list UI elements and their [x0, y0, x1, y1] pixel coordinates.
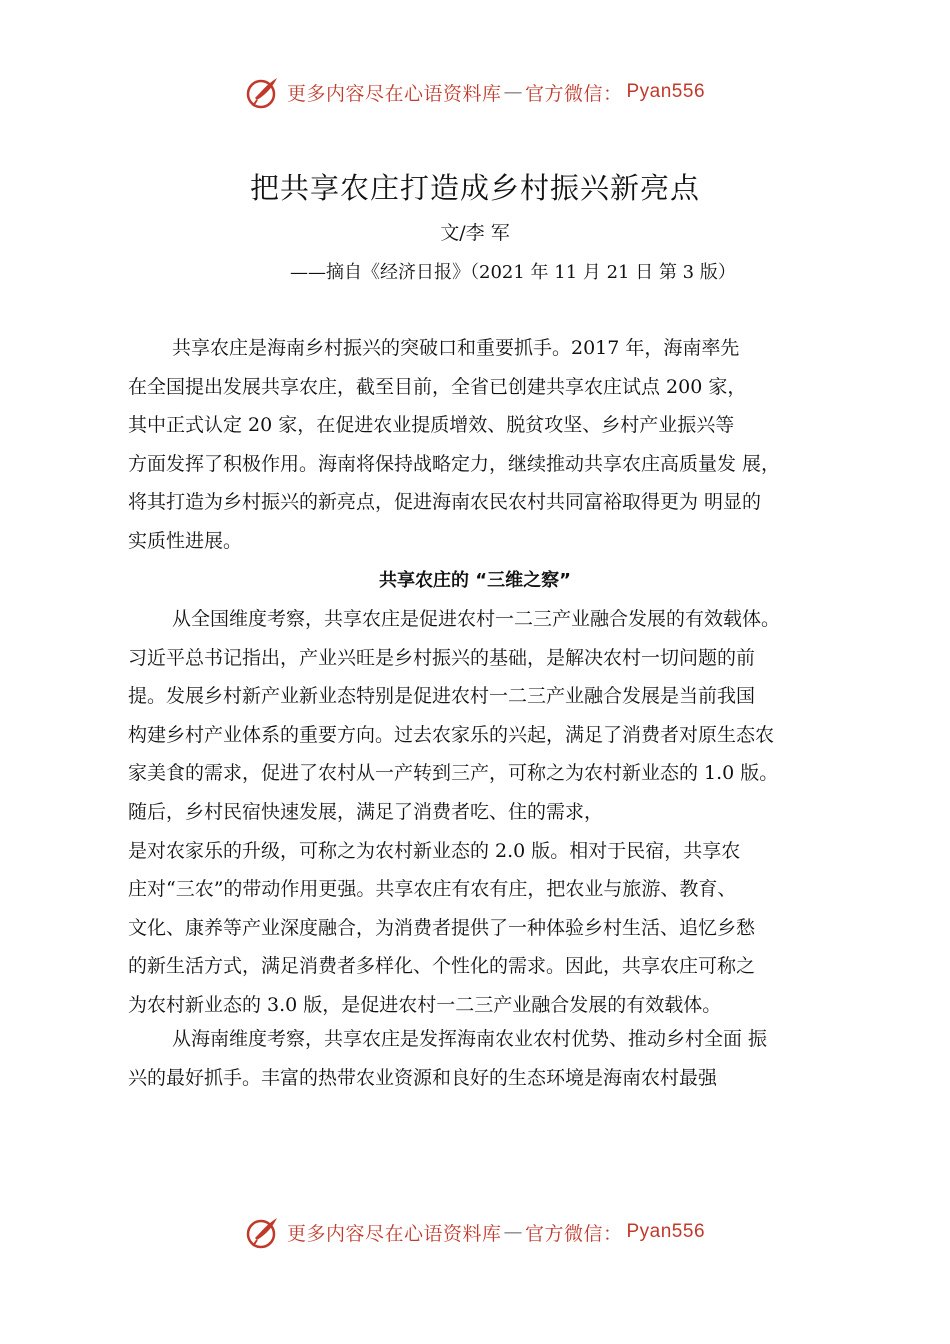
- watermark-text: 更多内容尽在心语资料库: [286, 82, 502, 105]
- section-heading: 共享农庄的 “三维之察”: [379, 570, 571, 591]
- text-line: 构建乡村产业体系的重要方向。过去农家乐的兴起，满足了消费者对原生态农: [128, 723, 775, 746]
- text-line: 提。发展乡村新产业新业态特别是促进农村一二三产业融合发展是当前我国: [128, 685, 756, 708]
- quill-logo-icon: [245, 74, 281, 110]
- text-line: 兴的最好抓手。丰富的热带农业资源和良好的生态环境是海南农村最强: [128, 1066, 718, 1089]
- paragraph-hainan: [128, 1020, 848, 1097]
- text-line: 庄对“三农”的带动作用更强。共享农庄有农有庄，把农业与旅游、教育、: [128, 878, 737, 901]
- source-line: ——摘自《经济日报》（2021 年 11 月 21 日 第 3 版）: [290, 262, 736, 283]
- watermark-separator: —: [503, 81, 523, 103]
- text-line: 共享农庄是海南乡村振兴的突破口和重要抓手。2017 年，海南率先: [172, 337, 740, 359]
- text-line: 文化、康养等产业深度融合，为消费者提供了一种体验乡村生活、追忆乡愁: [128, 916, 756, 939]
- paragraph-intro: [128, 329, 848, 561]
- text-line: 是对农家乐的升级，可称之为农村新业态的 2.0 版。相对于民宿，共享农: [128, 839, 741, 862]
- text-line: 为农村新业态的 3.0 版，是促进农村一二三产业融合发展的有效载体。: [128, 993, 722, 1016]
- text-line: 家美食的需求，促进了农村从一产转到三产，可称之为农村新业态的 1.0 版。: [128, 762, 779, 785]
- watermark-id: Pyan556: [626, 1221, 706, 1242]
- text-line: 从全国维度考察，共享农庄是促进农村一二三产业融合发展的有效载体。: [172, 608, 781, 630]
- watermark-header: [0, 72, 950, 112]
- text-line: 的新生活方式，满足消费者多样化、个性化的需求。因此，共享农庄可称之: [128, 955, 756, 978]
- author-line: 文/李 军: [440, 222, 510, 244]
- text-line: 将其打造为乡村振兴的新亮点，促进海南农民农村共同富裕取得更为 明显的: [128, 491, 762, 514]
- quill-logo-icon: [245, 1214, 281, 1250]
- text-line: 习近平总书记指出，产业兴旺是乡村振兴的基础，是解决农村一切问题的前: [128, 646, 756, 669]
- watermark-id: Pyan556: [626, 81, 706, 102]
- watermark-separator: —: [503, 1221, 523, 1243]
- paragraph-national: [128, 600, 848, 1025]
- text-line: 方面发挥了积极作用。海南将保持战略定力，继续推动共享农庄高质量发 展，: [128, 452, 781, 475]
- text-line: 实质性进展。: [128, 529, 243, 552]
- watermark-channel: 官方微信：: [524, 82, 623, 105]
- text-line: 在全国提出发展共享农庄，截至目前，全省已创建共享农庄试点 200 家，: [128, 375, 747, 398]
- watermark-channel: 官方微信：: [524, 1222, 623, 1245]
- watermark-text: 更多内容尽在心语资料库: [286, 1222, 502, 1245]
- text-line: 随后，乡村民宿快速发展，满足了消费者吃、住的需求，: [128, 800, 604, 823]
- page-title: 把共享农庄打造成乡村振兴新亮点: [249, 171, 700, 205]
- watermark-footer: [0, 1212, 950, 1252]
- text-line: 其中正式认定 20 家，在促进农业提质增效、脱贫攻坚、乡村产业振兴等: [128, 414, 735, 437]
- text-line: 从海南维度考察，共享农庄是发挥海南农业农村优势、推动乡村全面 振: [172, 1028, 768, 1050]
